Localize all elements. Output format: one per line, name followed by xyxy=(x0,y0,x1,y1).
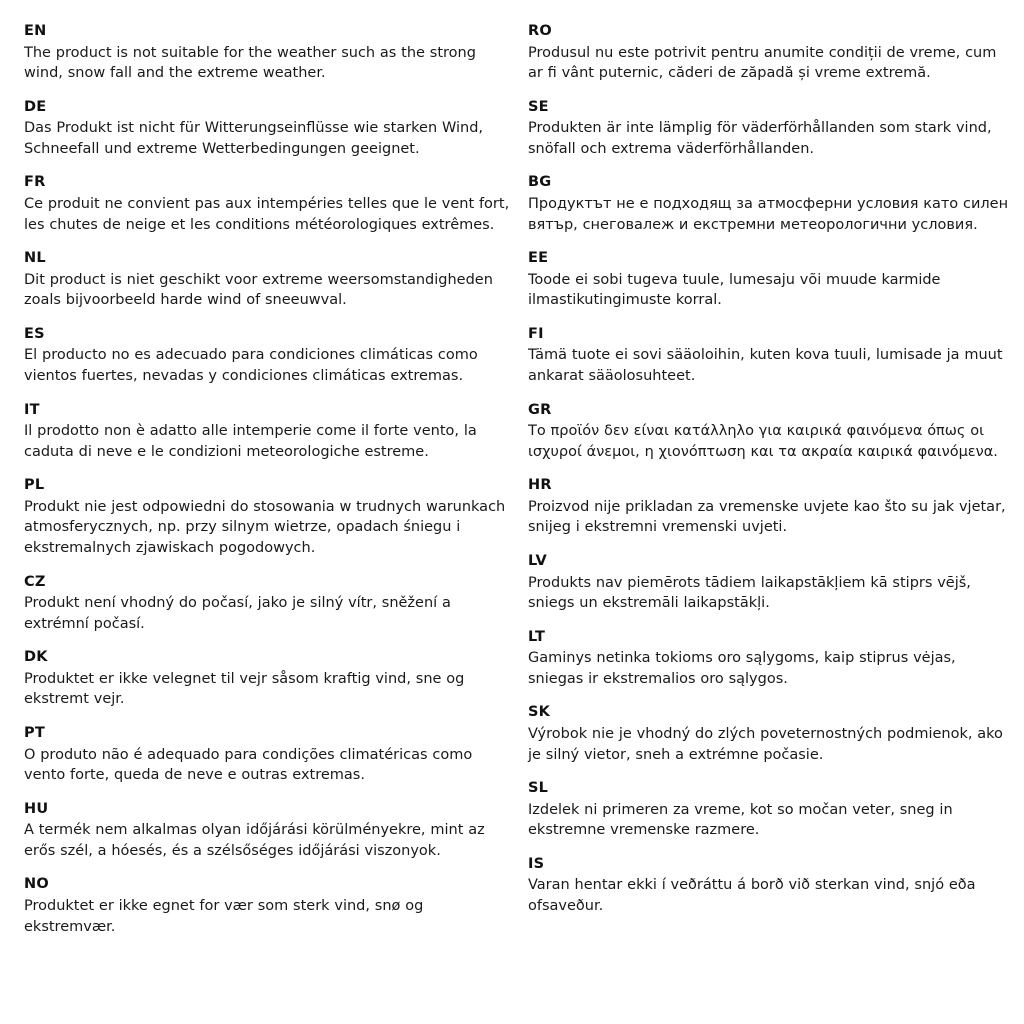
language-text: El producto no es adecuado para condiciones climáticas como vientos fuertes, nevadas y condiciones climáticas extremas. xyxy=(24,347,478,385)
language-code: LV xyxy=(528,553,547,570)
language-code: SL xyxy=(528,780,549,797)
language-text: Produktet er ikke velegnet til vejr såsom kraftig vind, sne og ekstremt vejr. xyxy=(24,670,465,708)
language-entry xyxy=(24,401,510,463)
language-code: NO xyxy=(24,876,49,893)
language-code: HU xyxy=(24,800,49,817)
language-entry xyxy=(24,875,510,937)
language-code: PT xyxy=(24,725,45,742)
two-column-layout xyxy=(24,22,1009,937)
language-text: Gaminys netinka tokioms oro sąlygoms, kaip stiprus vėjas, sniegas ir ekstremalios oro sąlygos. xyxy=(528,650,956,687)
language-text: Produktet er ikke egnet for vær som sterk vind, snø og ekstremvær. xyxy=(24,898,424,935)
language-text: Das Produkt ist nicht für Witterungseinflüsse wie starken Wind, Schneefall und extreme Wetterbedingungen geeignet. xyxy=(24,120,484,157)
language-entry xyxy=(528,98,1014,160)
language-entry xyxy=(528,173,1014,235)
language-text: Il prodotto non è adatto alle intemperie come il forte vento, la caduta di neve e le condizioni meteorologiche estreme. xyxy=(24,423,477,460)
language-code: BG xyxy=(528,174,552,191)
language-text: Varan hentar ekki í veðráttu á borð við sterkan vind, snjó eða ofsaveður. xyxy=(528,877,976,915)
language-code: PL xyxy=(24,477,45,494)
language-text: The product is not suitable for the weather such as the strong wind, snow fall and the extreme weather. xyxy=(24,44,476,82)
language-entry xyxy=(528,855,1014,917)
language-entry xyxy=(528,249,1014,311)
language-text: Dit product is niet geschikt voor extreme weersomstandigheden zoals bijvoorbeeld harde wind of sneeuwval. xyxy=(24,271,493,309)
language-code: ES xyxy=(24,325,45,342)
language-code: DK xyxy=(24,649,48,666)
language-entry xyxy=(24,800,510,862)
language-entry xyxy=(528,401,1014,463)
language-code: SK xyxy=(528,704,551,721)
language-entry xyxy=(528,476,1014,538)
language-text: Proizvod nije prikladan za vremenske uvjete kao što su jak vjetar, snijeg i ekstremni vremenski uvjeti. xyxy=(528,498,1006,536)
language-code: HR xyxy=(528,477,552,494)
language-entry xyxy=(24,173,510,235)
language-code: FR xyxy=(24,174,46,191)
language-entry xyxy=(528,628,1014,690)
language-text: Izdelek ni primeren za vreme, kot so močan veter, sneg in ekstremne vremenske razmere. xyxy=(528,801,953,839)
language-code: LT xyxy=(528,628,546,645)
language-code: SE xyxy=(528,98,549,115)
language-code: DE xyxy=(24,98,47,115)
language-text: Produsul nu este potrivit pentru anumite condiții de vreme, cum ar fi vânt puternic, căderi de zăpadă și vreme extremă. xyxy=(528,44,997,82)
language-text: Produkten är inte lämplig för väderförhållanden som stark vind, snöfall och extrema väderförhållanden. xyxy=(528,120,992,157)
language-entry xyxy=(24,22,510,84)
language-code: EE xyxy=(528,250,549,267)
language-code: CZ xyxy=(24,573,46,590)
language-text: Produkt nie jest odpowiedni do stosowania w trudnych warunkach atmosferycznych, np. przy silnym wietrze, opadach śniegu i ekstremalnych zjawiskach pogodowych. xyxy=(24,498,506,557)
language-text: Tämä tuote ei sovi sääoloihin, kuten kova tuuli, lumisade ja muut ankarat sääolosuhteet. xyxy=(528,347,1003,385)
left-language-column xyxy=(24,22,510,937)
language-entry xyxy=(24,648,510,710)
language-text: Výrobok nie je vhodný do zlých poveternostných podmienok, ako je silný vietor, sneh a extrémne počasie. xyxy=(528,726,1003,763)
language-entry xyxy=(528,552,1014,614)
language-text: Το προϊόν δεν είναι κατάλληλο για καιρικά φαινόμενα όπως οι ισχυροί άνεμοι, η χιονόπτωση και τα ακραία καιρικά φαινόμενα. xyxy=(528,423,998,460)
language-code: EN xyxy=(24,23,47,39)
language-code: NL xyxy=(24,250,46,267)
language-code: IT xyxy=(24,401,40,418)
language-entry xyxy=(24,98,510,160)
language-entry xyxy=(24,573,510,635)
language-text: A termék nem alkalmas olyan időjárási körülményekre, mint az erős szél, a hóesés, és a szélsőséges időjárási viszonyok. xyxy=(24,822,485,859)
language-entry xyxy=(528,325,1014,387)
language-code: FI xyxy=(528,325,544,342)
language-code: RO xyxy=(528,23,552,39)
language-text: O produto não é adequado para condições climatéricas como vento forte, queda de neve e outras extremas. xyxy=(24,746,473,784)
language-entry xyxy=(24,249,510,311)
language-entry xyxy=(24,476,510,558)
language-text: Produkts nav piemērots tādiem laikapstākļiem kā stiprs vējš, sniegs un ekstremāli laikapstākļi. xyxy=(528,574,971,612)
language-text: Toode ei sobi tugeva tuule, lumesaju või muude karmide ilmastikutingimuste korral. xyxy=(528,271,941,309)
language-entry xyxy=(24,325,510,387)
language-code: IS xyxy=(528,855,545,872)
right-language-column xyxy=(528,22,1014,917)
language-code: GR xyxy=(528,401,552,418)
language-text: Ce produit ne convient pas aux intempéries telles que le vent fort, les chutes de neige et les conditions météorologiques extrêmes. xyxy=(24,196,510,233)
language-entry xyxy=(528,22,1014,84)
language-entry xyxy=(528,703,1014,765)
language-text: Produkt není vhodný do počasí, jako je silný vítr, sněžení a extrémní počasí. xyxy=(24,595,451,632)
language-entry xyxy=(24,724,510,786)
language-entry xyxy=(528,779,1014,841)
language-text: Продуктът не е подходящ за атмосферни условия като силен вятър, снеговалеж и екстремни метеорологични условия. xyxy=(528,196,1009,233)
